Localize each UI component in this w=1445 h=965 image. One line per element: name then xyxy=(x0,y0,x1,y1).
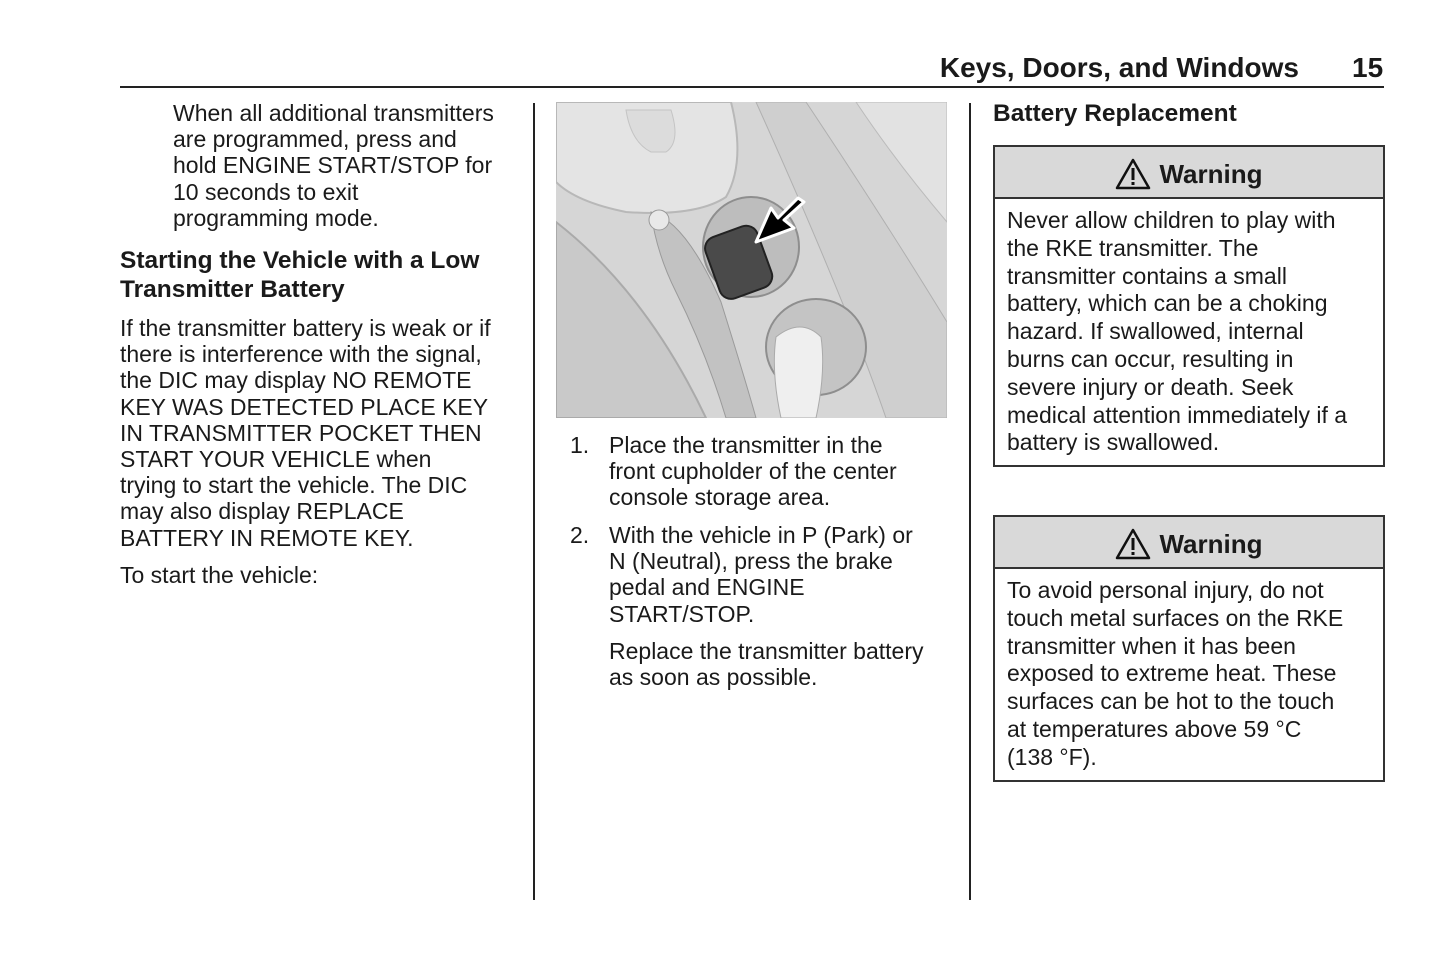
step-number: 1. xyxy=(570,432,590,458)
section-title: Keys, Doors, and Windows xyxy=(939,52,1299,83)
column-divider xyxy=(969,103,971,900)
warning-title: Warning xyxy=(1159,158,1263,189)
step-number: 2. xyxy=(570,522,590,548)
battery-replacement-heading: Battery Replacement xyxy=(993,100,1237,127)
warning-triangle-icon xyxy=(1115,528,1151,560)
intro-paragraph: When all additional transmitters are programmed, press and hold ENGINE START/STOP for 10 seconds to exit programming mode. xyxy=(173,100,494,231)
warning-header xyxy=(995,517,1383,569)
header-rule xyxy=(120,86,1384,88)
page-number: 15 xyxy=(1352,52,1384,83)
warning-header xyxy=(995,147,1383,199)
column-divider xyxy=(533,103,535,900)
warning-box xyxy=(993,515,1385,782)
warning-triangle-icon xyxy=(1115,158,1151,190)
warning-box xyxy=(993,145,1385,467)
section-heading: Starting the Vehicle with a Low Transmitter Battery xyxy=(120,247,480,303)
step-text: With the vehicle in P (Park) or N (Neutral), press the brake pedal and ENGINE START/STOP. xyxy=(609,522,913,627)
cupholder-illustration xyxy=(556,102,947,418)
body-paragraph: If the transmitter battery is weak or if there is interference with the signal, the DIC may display NO REMOTE KEY WAS DETECTED PLACE KEY IN TRANSMITTER POCKET THEN START YOUR VEHICLE when trying to start the vehicle. The DIC may also display REPLACE BATTERY IN REMOTE KEY. xyxy=(120,315,491,551)
step-text: Place the transmitter in the front cupholder of the center console storage area. xyxy=(609,432,897,511)
warning-title: Warning xyxy=(1159,528,1263,559)
lead-in-text: To start the vehicle: xyxy=(120,562,319,588)
warning-text: Never allow children to play with the RKE transmitter. The transmitter contains a small battery, which can be a choking hazard. If swallowed, internal burns can occur, resulting in severe injury or death. Seek medical attention immediately if a battery is swallowed. xyxy=(1007,207,1348,456)
step-note: Replace the transmitter battery as soon as possible. xyxy=(609,638,924,691)
warning-text: To avoid personal injury, do not touch metal surfaces on the RKE transmitter when it has been exposed to extreme heat. These surfaces can be hot to the touch at temperatures above 59 °C (138 °F). xyxy=(1007,577,1344,770)
